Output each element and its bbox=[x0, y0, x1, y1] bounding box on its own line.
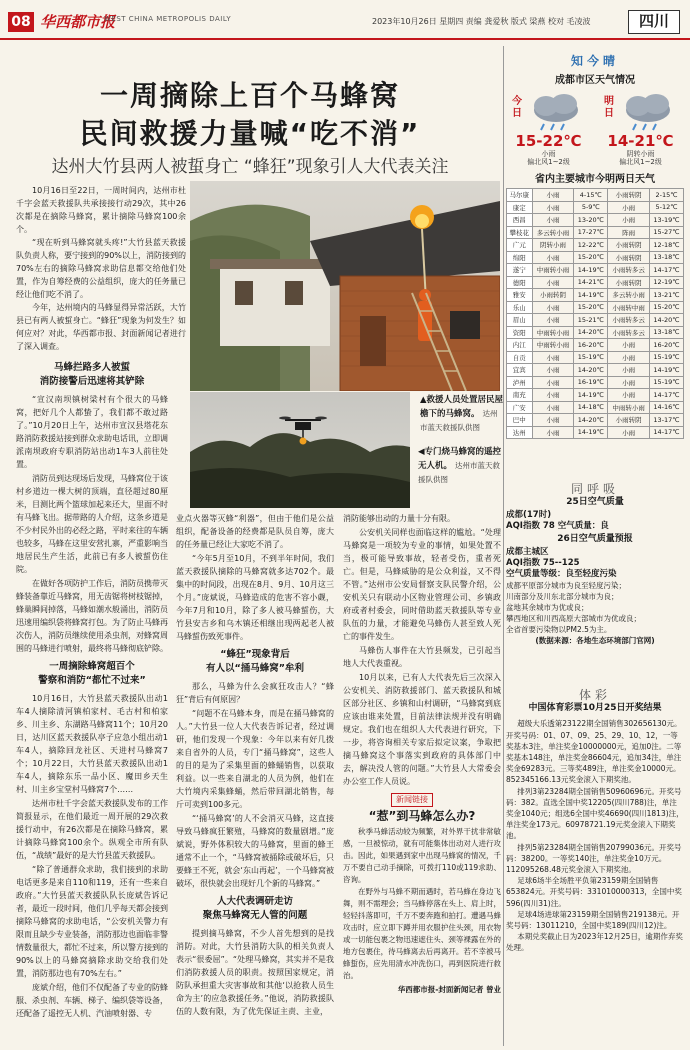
air-area: 成都主城区 bbox=[506, 547, 549, 557]
col2-p5: “‘捅马蜂窝’的人不会消灭马蜂，这直接导致马蜂疯狂繁殖，马蜂窝的数量剧增。”庞斌说，野外体积较大的马蜂窝，里面的蜂王通常不止一个，“马蜂窝被捅除或破坏后，只要蜂王不死，就会‘东山再起’，一个马蜂窝被破坏，很快就会出现好几个新的马蜂窝。” bbox=[176, 814, 334, 888]
today-temp: 15-19℃ bbox=[574, 351, 608, 364]
today-temp: 15-20℃ bbox=[574, 301, 608, 314]
headline-line1: 一周摘除上百个马蜂窝 bbox=[99, 79, 400, 112]
today-weather: 中雨转小雨 bbox=[532, 326, 574, 339]
today-weather: 多云转小雨 bbox=[532, 226, 574, 239]
col2-subhead-2-line2: 聚焦马蜂窝无人管的问题 bbox=[202, 910, 308, 921]
city-name: 自贡 bbox=[507, 351, 533, 364]
city-weather-row bbox=[507, 251, 684, 264]
sidebar-p2: 在野外与马蜂不期而遇时，若马蜂在身边飞舞，则不需理会；当马蜂停落在头上、肩上时，轻轻抖落即可，千万不要奔跑和拍打。遭遇马蜂攻击时，应立即下蹲并用衣服护住头颈，用衣物或一切能包裹之物迅速遮住头、颈等裸露在外的地方包裹住，待马蜂离去后再离开。若不幸被马蜂蜇伤，应先用清水冲洗伤口，再到医院进行救治。 bbox=[343, 887, 501, 980]
tomorrow-tag: 明日 bbox=[604, 96, 614, 119]
sports-title: 中国体育彩票10月25日开奖结果 bbox=[528, 703, 662, 714]
tomorrow-temp: 14-17℃ bbox=[650, 389, 684, 402]
city-weather-row bbox=[507, 239, 684, 252]
masthead-english: WEST CHINA METROPOLIS DAILY bbox=[104, 15, 232, 23]
lottery-pl3: 排列3第23284期全国销售50960696元。开奖号码：382。直选全国中奖12205(四川788)注，单注奖金1040元；组选6全国中奖46690(四川1813)注，单注奖金173元。60978721.19元奖金滚入下期奖池。 bbox=[506, 786, 684, 841]
tomorrow-wind: 偏北风1~2级 bbox=[619, 158, 662, 166]
weather-tomorrow bbox=[598, 88, 683, 166]
cities-weather-table bbox=[506, 188, 684, 439]
today-temp: 13-20℃ bbox=[574, 214, 608, 227]
col2-p2: “今年5月至10月，不到半年时间，我们蓝天救援队摘除的马蜂窝就多达702个。最集中的时间段，出现在8月、9月、10月这三个月。”庞斌说，马蜂造成的危害不容小觑，今年7月和10月，除了多人被马蜂蜇伤，大竹县安吉乡和乌木镇还相继出现两起老人被马蜂蜇伤致死事件。 bbox=[176, 554, 334, 641]
rain-cloud-icon bbox=[528, 92, 584, 132]
today-weather: 小雨转阴 bbox=[532, 289, 574, 302]
tomorrow-temp: 12-19℃ bbox=[650, 276, 684, 289]
air-level: 空气质量等级：良至轻度污染 bbox=[506, 569, 617, 579]
rain-cloud-icon bbox=[620, 92, 676, 132]
tomorrow-temp: 2-15℃ bbox=[650, 189, 684, 202]
today-temp: 14-20℃ bbox=[574, 326, 608, 339]
today-temp: 14-19℃ bbox=[574, 389, 608, 402]
article-column-2 bbox=[176, 512, 334, 1046]
headline-line2: 民间救援力量喊“吃不消” bbox=[79, 117, 421, 150]
city-weather-row bbox=[507, 351, 684, 364]
photo1-caption bbox=[420, 394, 504, 435]
city-weather-row bbox=[507, 364, 684, 377]
col2-subhead-1-line2: 有人以“捅马蜂窝”牟利 bbox=[206, 663, 304, 674]
page-header bbox=[0, 0, 690, 40]
today-weather: 小雨 bbox=[532, 401, 574, 414]
tomorrow-temp: 13-18℃ bbox=[650, 251, 684, 264]
weather-title: 成都市区天气情况 bbox=[555, 75, 635, 86]
news-link-sidebar bbox=[343, 793, 501, 996]
city-name: 资阳 bbox=[507, 326, 533, 339]
lottery-dlt: 超级大乐透第23122期全国销售302656130元。开奖号码：01、07、09、25、29、10、12，一等奖基本3注，单注奖金10000000元，追加0注。二等奖基本148注，单注奖金86604元，追加34注，单注奖金69283元。三等奖489注，单注奖金10000元。852345166.13元奖金滚入下期奖池。 bbox=[506, 719, 682, 785]
today-weather: 小雨 bbox=[532, 414, 574, 427]
tomorrow-weather: 小雨转阴 bbox=[608, 239, 650, 252]
air-city-line: 成都(17时) bbox=[506, 510, 552, 520]
tomorrow-condition: 阴转小雨 bbox=[626, 150, 655, 158]
masthead-logo: 华西都市报 bbox=[40, 13, 116, 31]
col2-p1: 业点火器等灭蜂“利器”，但由于他们是公益组织，配备设备的经费都是队员自筹，庞大的任务量已经让大家吃不消了。 bbox=[176, 514, 334, 549]
tomorrow-temp: 5-12℃ bbox=[650, 201, 684, 214]
city-weather-row bbox=[507, 389, 684, 402]
tomorrow-temp: 13-21℃ bbox=[650, 289, 684, 302]
col1-p3: 在做好各项防护工作后，消防员携带灭蜂装备靠近马蜂窝，用无齿锯将树枝锯掉，蜂巢瞬间掉落，马蜂如潮水般涌出，消防员迅速用编织袋将蜂窝打包。为了防止马蜂再次伤人，消防员继续使用杀虫剂，对蜂窝周围的马蜂进行喷射，最终将马蜂彻底铲除。 bbox=[16, 579, 168, 653]
city-weather-row bbox=[507, 326, 684, 339]
air-forecast-title: 26日空气质量预报 bbox=[557, 534, 633, 544]
today-temp: 15-20℃ bbox=[574, 251, 608, 264]
city-name: 巴中 bbox=[507, 414, 533, 427]
col1-p5: 达州市杜千字会蓝天救援队发布的工作简报显示，在他们最近一周开展的29次救援行动中，有26次都是在摘除马蜂窝，累计摘除马蜂窝100余个。纵观全市所有队伍，“战绩”最好的是大竹县蓝天救援队。 bbox=[16, 799, 168, 860]
lead-p1: 10月16日至22日，一周时间内，达州市杜千字会蓝天救援队共承接接行动29次，其中26次都是在摘除马蜂窝，累计摘除马蜂窝100余个。 bbox=[16, 186, 186, 234]
sidebar-title: “惹”到马蜂怎么办? bbox=[368, 809, 476, 823]
col2-subhead-2-line1: 人大代表调研走访 bbox=[216, 896, 293, 907]
col2-subhead-1 bbox=[176, 648, 334, 676]
tomorrow-weather: 小雨转阴 bbox=[608, 276, 650, 289]
today-weather: 阴转小雨 bbox=[532, 239, 574, 252]
tomorrow-weather: 小雨 bbox=[608, 426, 650, 439]
city-name: 眉山 bbox=[507, 314, 533, 327]
col1-p6: “除了普通群众求助，我们接到的求助电话更多是来自110和119，还有一些来自政府。”大竹县蓝天救援队队长庞斌告诉记者，最近一段时间，他们几乎每天都会接到摘除马蜂窝的求助电话，“公安机关警力有限而且缺少专业装备，消防那边也面临非警情数量很大，都忙不过来，所以警方接到的90%以上的马蜂窝摘除求助交给我们处置，消防那边也有70%左右。” bbox=[16, 865, 168, 978]
cities-weather-title: 省内主要城市今明两日天气 bbox=[535, 174, 655, 185]
city-weather-row bbox=[507, 201, 684, 214]
tomorrow-weather: 小雨转多云 bbox=[608, 314, 650, 327]
today-weather: 小雨 bbox=[532, 351, 574, 364]
today-tag: 今日 bbox=[512, 96, 522, 119]
col2-p6: 提到摘马蜂窝，不少人首先想到的是找消防。对此，大竹县消防大队的相关负责人表示“很委屈”。“处理马蜂窝，其实并不是我们消防救援人员的职责。按照国家规定，消防队承担重大灾害事故和其他‘以抢救人员生命为主’的应急救援任务。”他说，消防救援队伍的人数有限，为了优先保证主责、主业， bbox=[176, 929, 334, 1016]
col1-subhead-1 bbox=[16, 361, 168, 389]
today-weather: 中雨转小雨 bbox=[532, 339, 574, 352]
today-temp: 14-21℃ bbox=[574, 276, 608, 289]
today-temp: 12-22℃ bbox=[574, 239, 608, 252]
col1-subhead-1-line2: 消防接警后迅速将其铲除 bbox=[39, 376, 145, 387]
today-weather: 小雨 bbox=[532, 276, 574, 289]
col3-p3: 马蜂伤人事件在大竹县频发，已引起当地人大代表重视。 bbox=[343, 646, 501, 668]
city-name: 泸州 bbox=[507, 376, 533, 389]
city-weather-row bbox=[507, 414, 684, 427]
city-name: 德阳 bbox=[507, 276, 533, 289]
tomorrow-weather: 阵雨 bbox=[608, 226, 650, 239]
tomorrow-temperature: 14-21℃ bbox=[607, 132, 674, 150]
city-weather-row bbox=[507, 301, 684, 314]
tomorrow-temp: 14-16℃ bbox=[650, 401, 684, 414]
city-weather-row bbox=[507, 264, 684, 277]
city-name: 宜宾 bbox=[507, 364, 533, 377]
col3-p2: 公安机关同样也面临这样的尴尬。“处理马蜂窝是一项较为专业的事情，如果处置不当，极可能导致事故，轻者受伤，重者死亡。但是，马蜂威胁的是公众利益，又不得不管。”达州市公安局督察支队民警介绍，公安机关只有联动小区物业管理公司、乡镇政府或者村委会，同时借助蓝天救援队等专业队伍的力量，才能避免马蜂伤人甚至致人死亡的事件发生。 bbox=[343, 528, 501, 641]
photo2-caption-title: 专门烧马蜂窝的遥控无人机。 bbox=[418, 447, 502, 471]
lead-paragraphs bbox=[16, 184, 186, 354]
tomorrow-weather: 多云转小雨 bbox=[608, 289, 650, 302]
lead-p2: “现在听到马蜂窝就头疼!”大竹县蓝天救援队负责人称，要宁接到的90%以上，消防接到的70%左右的摘除马蜂窝求助信息都交给他们处置，作为自筹经费的公益组织，庞大的任务量已经让他们吃不消了。 bbox=[16, 238, 186, 299]
today-temperature: 15-22℃ bbox=[515, 132, 582, 150]
city-weather-row bbox=[507, 226, 684, 239]
lottery-pl5: 排列5第23284期全国销售20799036元。开奖号码：38200。一等奖140注，单注奖金10万元。112095268.48元奖金滚入下期奖池。 bbox=[506, 842, 682, 875]
edition-meta: 2023年10月26日 星期四 责编 龚爱秋 版式 梁燕 校对 毛凌波 bbox=[372, 17, 591, 26]
article-column-3 bbox=[343, 512, 501, 790]
today-temp: 16-20℃ bbox=[574, 339, 608, 352]
tomorrow-temp: 14-20℃ bbox=[650, 314, 684, 327]
tomorrow-weather: 小雨 bbox=[608, 351, 650, 364]
weather-forecast-box bbox=[506, 88, 684, 166]
tomorrow-weather: 小雨 bbox=[608, 389, 650, 402]
tomorrow-temp: 15-27℃ bbox=[650, 226, 684, 239]
lottery-deadline: 本期兑奖截止日为2023年12月25日，逾期作弃奖处理。 bbox=[506, 932, 683, 953]
city-weather-row bbox=[507, 426, 684, 439]
tomorrow-temp: 13-17℃ bbox=[650, 414, 684, 427]
tomorrow-weather: 小雨转阴 bbox=[608, 251, 650, 264]
col1-p4: 10月16日，大竹县蓝天救援队出动1车4人摘除清河镇柏家村、毛古村和柏家乡、川主乡、东湖路马蜂窝11个；10月20日，达川区蓝天救援队亭子应急小组出动1车4人，摘除回龙社区、天进村马蜂窝7个；10月22日，大竹县蓝天救援队出动1车4人，摘除东乐一品小区、魔田乡天生村、川主乡宝堂村马蜂窝7个…… bbox=[16, 694, 168, 794]
city-name: 攀枝花 bbox=[507, 226, 533, 239]
today-weather: 小雨 bbox=[532, 426, 574, 439]
col2-p4: “问题不在马蜂本身，而是在捅马蜂窝的人。”大竹县一位人大代表告诉记者，经过调研，他们发现一个现象：今年以来有好几拨来自省外的人员，专门“捅马蜂窝”，这些人的目的是为了采集里面的蜂蛹销售，以获取利益。以一些来自湖北的人员为例，他们在大竹境内采集蜂蛹，然后带回湖北销售，每斤可卖到100多元。 bbox=[176, 709, 334, 809]
photo-wasp-nest-removal bbox=[190, 181, 500, 391]
col2-p3: 那么，马蜂为什么会疯狂攻击人？“蜂狂”背后有何原因？ bbox=[176, 682, 334, 704]
tomorrow-weather: 小雨转阴 bbox=[608, 414, 650, 427]
lottery-football-4: 足球4场进球第23159期全国销售219138元。开奖号码：13011210，全国中奖189(四川12)注。 bbox=[506, 909, 680, 931]
tomorrow-weather: 小雨转多云 bbox=[608, 264, 650, 277]
tomorrow-temp: 14-17℃ bbox=[650, 426, 684, 439]
tomorrow-weather: 小雨 bbox=[608, 364, 650, 377]
air-forecast-1: 成都平原部分城市为良至轻度污染； bbox=[506, 581, 626, 590]
air-forecast-4: 攀西地区和川西高原大部城市为优或良； bbox=[506, 614, 641, 623]
today-temp: 14-20℃ bbox=[574, 414, 608, 427]
city-name: 西昌 bbox=[507, 214, 533, 227]
city-name: 绵阳 bbox=[507, 251, 533, 264]
sidebar-p1: 秋季马蜂活动较为频繁，对外界干扰非常敏感，一旦被惊动，就有可能集体出动对人进行攻击。因此，如果遇到家中出现马蜂窝的情况，千万不要自己动手摘除，可拨打110或119求助、咨询。 bbox=[343, 827, 501, 884]
city-name: 雅安 bbox=[507, 289, 533, 302]
air-forecast-3: 盆地其余城市为优或良； bbox=[506, 603, 589, 612]
today-weather: 小雨 bbox=[532, 214, 574, 227]
city-weather-row bbox=[507, 189, 684, 202]
tomorrow-temp: 13-18℃ bbox=[650, 326, 684, 339]
today-weather: 小雨 bbox=[532, 251, 574, 264]
city-name: 康定 bbox=[507, 201, 533, 214]
tomorrow-temp: 16-20℃ bbox=[650, 339, 684, 352]
photo2-caption bbox=[418, 446, 502, 487]
today-weather: 小雨 bbox=[532, 201, 574, 214]
col2-subhead-2 bbox=[176, 895, 334, 923]
air-section-head: 同呼吸 bbox=[570, 482, 619, 496]
air-aqi-line: AQI指数 78 空气质量：良 bbox=[506, 521, 609, 531]
today-temp: 15-21℃ bbox=[574, 314, 608, 327]
air-forecast-5: 全省首要污染物以PM2.5为主。 bbox=[506, 625, 612, 634]
page-number: 08 bbox=[8, 12, 34, 32]
news-link-tag: 新闻链接 bbox=[391, 793, 433, 807]
city-name: 广元 bbox=[507, 239, 533, 252]
col1-subhead-1-line1: 马蜂拦路多人被蜇 bbox=[53, 362, 130, 373]
today-temp: 14-18℃ bbox=[574, 401, 608, 414]
photo2-caption-source: 达州市蓝天救援队供图 bbox=[418, 461, 500, 484]
today-temp: 16-19℃ bbox=[574, 376, 608, 389]
lottery-football-6: 足球6场半全场胜平负第23159期全国销售653824元。开奖号码：331010000313，全国中奖596(四川31)注。 bbox=[506, 876, 682, 908]
today-temp: 5-9℃ bbox=[574, 201, 608, 214]
city-weather-row bbox=[507, 289, 684, 302]
tomorrow-weather: 小雨 bbox=[608, 376, 650, 389]
city-weather-row bbox=[507, 214, 684, 227]
tomorrow-temp: 13-19℃ bbox=[650, 214, 684, 227]
headline-subtitle: 达州大竹县两人被蜇身亡 “蜂狂”现象引人大代表关注 bbox=[51, 157, 449, 177]
col1-p2: 消防员到达现场后发现，马蜂窝位于该村乡道边一棵大树的顶端，直径超过80厘米，目测比两个篮球加起来还大，里面不时有马蜂飞出。据带路的人介绍，这条乡道是不少村民外出的必经之路，平时来往的车辆也较多，马蜂在这里安营扎寨，严重影响当地居民生产生活，此前已有多人被蜇伤住院。 bbox=[16, 474, 168, 574]
today-temp: 14-19℃ bbox=[574, 289, 608, 302]
city-name: 乐山 bbox=[507, 301, 533, 314]
section-name: 四川 bbox=[628, 10, 680, 34]
photo-remote-drone bbox=[190, 392, 410, 508]
air-forecast-2: 川南部分及川东北部分城市为良； bbox=[506, 592, 619, 601]
sports-lottery-panel bbox=[506, 690, 684, 954]
lead-p3: 今年，达州境内的马蜂显得异常活跃，大竹县已有两人被蜇身亡。“蜂狂”现象为何发生？如何应对？对此，华西都市报、封面新闻记者进行了深入调查。 bbox=[16, 303, 186, 351]
col1-p7: 庞斌介绍，他们不仅配备了专业的防蜂服、杀虫剂、车辆、梯子、编织袋等设备，还配备了遥控无人机、汽油喷射器、专 bbox=[16, 983, 168, 1018]
city-name: 广安 bbox=[507, 401, 533, 414]
article-column-1 bbox=[16, 356, 168, 1046]
column-divider bbox=[503, 46, 504, 1046]
tomorrow-weather: 小雨 bbox=[608, 201, 650, 214]
photo1-caption-source: 达州市蓝天救援队供图 bbox=[420, 409, 498, 432]
tomorrow-description bbox=[598, 150, 683, 166]
city-name: 达州 bbox=[507, 426, 533, 439]
tomorrow-temp: 15-19℃ bbox=[650, 351, 684, 364]
col1-subhead-2 bbox=[16, 660, 168, 688]
today-weather: 中雨转小雨 bbox=[532, 264, 574, 277]
weather-today bbox=[506, 88, 591, 166]
today-weather: 小雨 bbox=[532, 364, 574, 377]
tomorrow-temp: 15-19℃ bbox=[650, 376, 684, 389]
tomorrow-weather: 中雨转小雨 bbox=[608, 401, 650, 414]
today-condition: 小雨 bbox=[541, 150, 556, 158]
col2-subhead-1-line1: “蜂狂”现象背后 bbox=[220, 649, 290, 660]
city-name: 南充 bbox=[507, 389, 533, 402]
today-weather: 小雨 bbox=[532, 389, 574, 402]
tomorrow-weather: 小雨转多云 bbox=[608, 326, 650, 339]
air-source: (数据来源：各地生态环境部门官网) bbox=[535, 636, 655, 645]
today-temp: 14-20℃ bbox=[574, 364, 608, 377]
air-aqi-range: AQI指数 75--125 bbox=[506, 558, 580, 568]
tomorrow-weather: 小雨转中雨 bbox=[608, 301, 650, 314]
col1-subhead-2-line2: 警察和消防“都忙不过来” bbox=[38, 675, 146, 686]
sports-section-head: 体彩 bbox=[578, 688, 611, 702]
tomorrow-temp: 14-19℃ bbox=[650, 364, 684, 377]
col3-p4: 10月以来，已有人大代表先后三次深入公安机关、消防救援部门、蓝天救援队和城区部分社区、乡镇和山村调研，“马蜂窝到底应该由谁来处置，目前法律法规并没有明确规定。我们也在组织人大代表进行研究，下一步，将咨询相关专家后拟定议案，争取把摘马蜂窝这个事落实到政府的具体部门中去，解决没人管的问题。”大竹县人大常委会办公室工作人员说。 bbox=[343, 673, 501, 786]
city-weather-row bbox=[507, 276, 684, 289]
tomorrow-temp: 15-20℃ bbox=[650, 301, 684, 314]
caption-marker-icon: ▲ bbox=[420, 395, 427, 405]
caption-marker-icon: ◀ bbox=[418, 447, 425, 457]
col1-p1: “宣汉南坝镇树梁村有个很大的马蜂窝，把好几个人都蛰了，我们都不敢过路了。”10月20日上午，达州市宣汉县塔花东路消防救援站接到群众求助电话讯，立即调派南坝政府专职消防站出动1车3人前往处置。 bbox=[16, 395, 168, 469]
today-weather: 小雨 bbox=[532, 189, 574, 202]
tomorrow-temp: 12-18℃ bbox=[650, 239, 684, 252]
today-temp: 14-19℃ bbox=[574, 264, 608, 277]
today-weather: 小雨 bbox=[532, 376, 574, 389]
col1-subhead-2-line1: 一周摘除蜂窝超百个 bbox=[49, 661, 135, 672]
today-description bbox=[506, 150, 591, 166]
today-weather: 小雨 bbox=[532, 301, 574, 314]
tomorrow-weather: 小雨 bbox=[608, 214, 650, 227]
city-name: 内江 bbox=[507, 339, 533, 352]
photo1-caption-title: 救援人员处置居民屋檐下的马蜂窝。 bbox=[420, 395, 504, 419]
today-temp: 17-27℃ bbox=[574, 226, 608, 239]
tomorrow-weather: 小雨转阴 bbox=[608, 189, 650, 202]
tomorrow-weather: 小雨 bbox=[608, 339, 650, 352]
today-temp: 4-15℃ bbox=[574, 189, 608, 202]
city-weather-row bbox=[507, 376, 684, 389]
today-temp: 14-19℃ bbox=[574, 426, 608, 439]
weather-panel bbox=[506, 52, 684, 439]
city-weather-row bbox=[507, 401, 684, 414]
today-wind: 偏北风1~2级 bbox=[527, 158, 570, 166]
weather-section-head: 知今晴 bbox=[570, 54, 619, 68]
sidebar-byline: 华西都市报-封面新闻记者 曾业 bbox=[397, 985, 501, 994]
tomorrow-temp: 14-17℃ bbox=[650, 264, 684, 277]
air-title: 25日空气质量 bbox=[566, 497, 624, 507]
city-weather-row bbox=[507, 314, 684, 327]
col3-p1: 消防能够出动的力量十分有限。 bbox=[343, 514, 455, 523]
today-weather: 小雨 bbox=[532, 314, 574, 327]
city-name: 遂宁 bbox=[507, 264, 533, 277]
city-weather-row bbox=[507, 339, 684, 352]
air-quality-panel bbox=[506, 484, 684, 646]
city-name: 马尔康 bbox=[507, 189, 533, 202]
